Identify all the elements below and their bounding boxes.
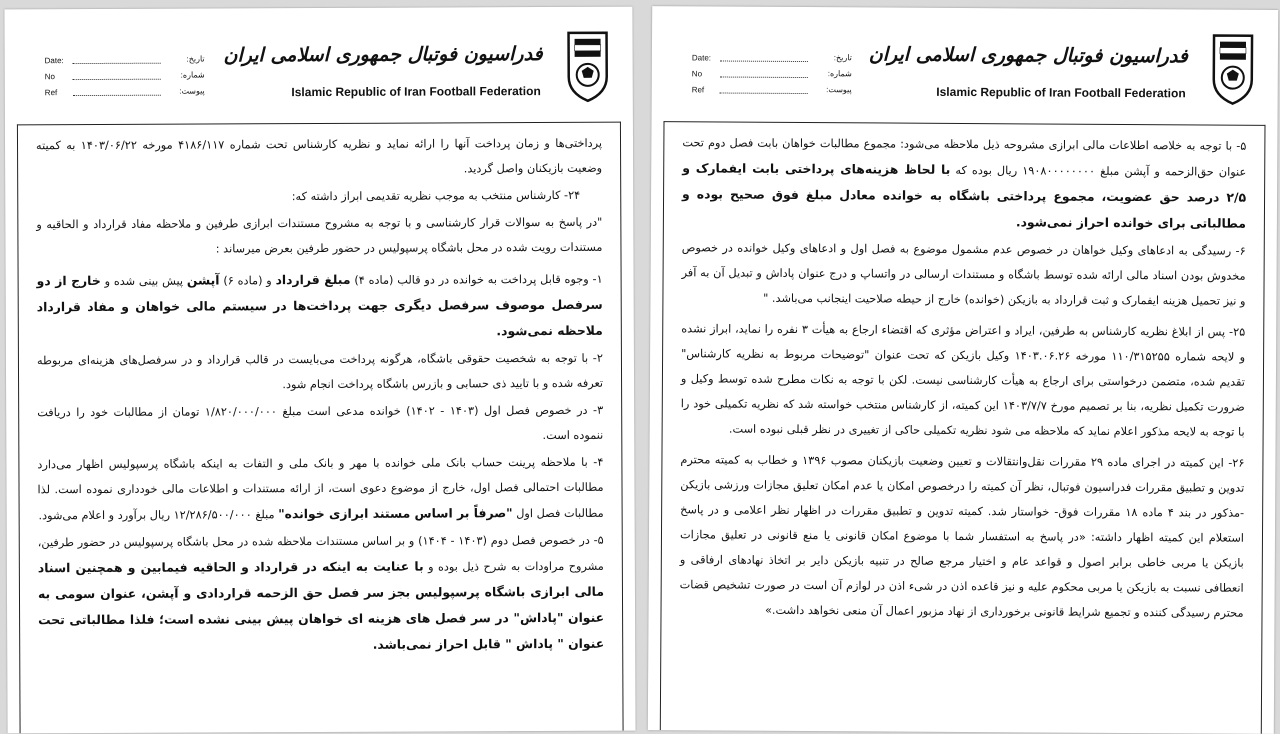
item-4: ۴- با ملاحظه پرینت حساب بانک ملی خوانده با مهر و بانک ملی و التفات به اینکه باشگاه پرسپولیس اظهار می‌دارد مطالبات احتمالی فصل اول، خارج از موضوع دعوی است، از ارائه مستندات و اطلاعات مالی خودداری نموده است. لذا مطالبات فصل اول "صرفاً بر اساس مستند ابرازی خوانده" مبلغ ۱۲/۲۸۶/۵۰۰/۰۰۰ ریال برآورد و اعلام می‌شود. bbox=[37, 455, 604, 523]
ref-label-en: Ref bbox=[44, 88, 58, 98]
ref-row bbox=[45, 86, 205, 103]
paragraph-26: ۲۶- این کمیته در اجرای ماده ۲۹ مقررات نقل‌وانتقالات و تعیین وضعیت بازیکنان مصوب ۱۳۹۶ و خطاب به کمیته محترم تدوین و تطبیق مقررات فدراسیون فوتبال، نظر آن کمیته را درخصوص امکان یا عدم امکان تعلیق مجازات ورزشی بازیکن -مذکور در بند ۴ ماده ۱۸ مقررات فوق- خواستار شد. کمیته تدوین و تطبیق مقررات در اظهار نظر اعلامی و در پاسخ استعلام این کمیته اظهار داشته: «در پاسخ به استفسار شما با موضوع امکان قانونی یا منع قانونی در تعلیق مجازات بازیکن یا مربی خاطی برابر اصول و قواعد عام و اختیار مرجع صالح در تنبیه بازیکن دایر بر اتخاذ نهادهای ارفاقی و انعطافی نسبت به بازیکن یا مربی محکوم علیه و نیز قاعده اذن در شیء اذن در لوازم آن است در صورت تشخیص قضات محترم رسیدگی کننده و تجمیع شرایط قانونی برخورداری از نهاد مزبور اعمال آن منعی نخواهد داشت.» bbox=[679, 453, 1245, 620]
date-line bbox=[720, 61, 808, 63]
federation-name-persian: فدراسیون فوتبال جمهوری اسلامی ایران bbox=[223, 43, 543, 67]
federation-name-english: Islamic Republic of Iran Football Federation bbox=[936, 84, 1186, 101]
date-label-fa: تاریخ: bbox=[833, 53, 852, 63]
document-page-left bbox=[4, 7, 635, 734]
item-1: ۱- وجوه قابل پرداخت به خوانده در دو قالب (ماده ۴) مبلغ قرارداد و (ماده ۶) آپشن پیش بینی شده و خارج از دو سرفصل موصوف سرفصل دیگری جهت پرداخت‌ها در سیستم مالی خواهان و مفاد قرارداد ملاحظه نمی‌شود. bbox=[36, 271, 603, 339]
letterhead bbox=[4, 7, 632, 118]
item-2: ۲- با توجه به شخصیت حقوقی باشگاه، هرگونه پرداخت می‌بایست در قالب قرارداد و در سرفصل‌های هزینه‌ای مربوطه تعرفه شده و با تایید ذی حسابی و بازرس باشگاه پرداخت انجام شود. bbox=[36, 351, 604, 392]
ref-label-en: Ref bbox=[691, 85, 705, 95]
item-3: ۳- در خصوص فصل اول (۱۴۰۳ - ۱۴۰۲) خوانده مدعی است مبلغ ۱/۸۲۰/۰۰۰/۰۰۰ تومان از مطالبات خود را دریافت ننموده است. bbox=[37, 403, 604, 443]
federation-name-persian: فدراسیون فوتبال جمهوری اسلامی ایران bbox=[868, 43, 1188, 68]
document-page-right bbox=[648, 6, 1278, 734]
number-row bbox=[45, 70, 205, 87]
expert-item-5: ۵- با توجه به خلاصه اطلاعات مالی ابرازی مشروحه ذیل ملاحظه می‌شود: مجموع مطالبات خواهان بابت فصل دوم تحت عنوان حق‌الزحمه و آپشن مبلغ ۱۹۰۸۰۰۰۰۰۰۰۰ ریال بوده که با لحاظ هزینه‌های پرداختی بابت ایفمارک و ۲/۵ درصد حق عضویت، مجموع پرداختی باشگاه به خوانده معادل مبلغ فوق صحیح بوده و مطالباتی برای خوانده احراز نمی‌شود. bbox=[682, 136, 1247, 231]
date-line bbox=[73, 63, 161, 64]
ref-line bbox=[73, 95, 161, 96]
ref-line bbox=[720, 93, 808, 95]
number-label-fa: شماره: bbox=[827, 69, 852, 79]
date-row bbox=[45, 54, 205, 71]
letter-meta bbox=[45, 54, 205, 103]
expert-quote-intro: "در پاسخ به سوالات قرار کارشناسی و با توجه به مشروح مستندات ابرازی طرفین و ملاحظه مفاد قرارداد و الحاقیه و مستندات رویت شده در محل باشگاه پرسپولیس در حضور طرفین بعرض میرساند : bbox=[36, 215, 603, 256]
letter-body bbox=[660, 121, 1266, 734]
ffiri-logo-icon bbox=[565, 27, 611, 103]
letter-body bbox=[17, 122, 624, 734]
number-label-en: No bbox=[44, 72, 55, 82]
paragraph: پرداختی‌ها و زمان پرداخت آنها را ارائه نماید و نظریه کارشناس تحت شماره ۴۱۸۶/۱۱۷ مورخه ۱۴۰۳/۰۶/۲۲ به کمیته وضعیت بازیکنان واصل گردید. bbox=[35, 136, 603, 176]
date-label-en: Date: bbox=[691, 53, 712, 63]
date-label-fa: تاریخ: bbox=[186, 54, 205, 64]
federation-name-english: Islamic Republic of Iran Football Federation bbox=[291, 84, 541, 100]
paragraph-25: ۲۵- پس از ابلاغ نظریه کارشناس به طرفین، ایراد و اعتراض مؤثری که اقتضاء ارجاع به هیأت ۳ نفره را نماید، ابراز نشده و لایحه شماره ۱۱۰/۳۱۵۲۵۵ مورخه ۱۴۰۳.۰۶.۲۶ وکیل بازیکن که تحت عنوان "توضیحات مربوط به نظریه کارشناس" تقدیم شده، متضمن درخواستی برای ارجاع به هیأت کارشناسی نیست. لکن با توجه به نکات مطرح شده توسط وکیل و ضرورت تکمیل نظریه، بنا بر تصمیم مورخ ۱۴۰۳/۷/۷ این کمیته، از کارشناس منتخب خواسته شد که نظریه تکمیلی خود را با توجه به لایحه مذکور اعلام نماید که ملاحظه می شود نظریه تکمیلی حاکی از تغییری در نظر قبلی نبوده است. bbox=[680, 322, 1246, 439]
letterhead bbox=[652, 6, 1279, 118]
ref-label-fa: پیوست: bbox=[826, 85, 852, 95]
letter-meta bbox=[692, 51, 852, 100]
number-label-en: No bbox=[691, 69, 703, 79]
number-line bbox=[73, 79, 161, 80]
paragraph-24: ۲۴- کارشناس منتخب به موجب نظریه تقدیمی ابراز داشته که: bbox=[291, 188, 581, 204]
item-5: ۵- در خصوص فصل دوم (۱۴۰۳ - ۱۴۰۴) و بر اساس مستندات ملاحظه شده در محل باشگاه پرسپولیس در حضور طرفین، مشروح مراودات به شرح ذیل بوده و با عنایت به اینکه در قرارداد و الحاقیه فیمابین و همچنین اسناد مالی ابرازی باشگاه پرسپولیس بجز سر فصل حق الزحمه قراردادی و آپشن، عنوان سومی به عنوان "پاداش" در سر فصل های هزینه ای خواهان پیش بینی نشده است؛ فلذا مطالباتی تحت عنوان " پاداش " قابل احراز نمی‌باشد. bbox=[37, 533, 605, 652]
date-label-en: Date: bbox=[44, 56, 64, 66]
date-row bbox=[692, 51, 852, 68]
ffiri-logo-icon bbox=[1210, 30, 1256, 106]
ref-row bbox=[692, 83, 852, 100]
ref-label-fa: پیوست: bbox=[179, 86, 205, 96]
expert-item-6: ۶- رسیدگی به ادعاهای وکیل خواهان در خصوص عدم مشمول موضوع به فصل اول و ادعاهای وکیل خوانده در خصوص مخدوش بودن اسناد مالی ارائه شده توسط باشگاه و مستندات ارسالی در واتساپ و درج عنوان پاداش و تبدیل آن به آفر و نیز تحمیل هزینه ایفمارک و ثبت قرارداد به بازیکن (خوانده) خارج از حیطه صلاحیت اینجانب می‌باشد. " bbox=[681, 241, 1246, 308]
number-row bbox=[692, 67, 852, 84]
number-label-fa: شماره: bbox=[180, 70, 205, 80]
number-line bbox=[720, 77, 808, 79]
